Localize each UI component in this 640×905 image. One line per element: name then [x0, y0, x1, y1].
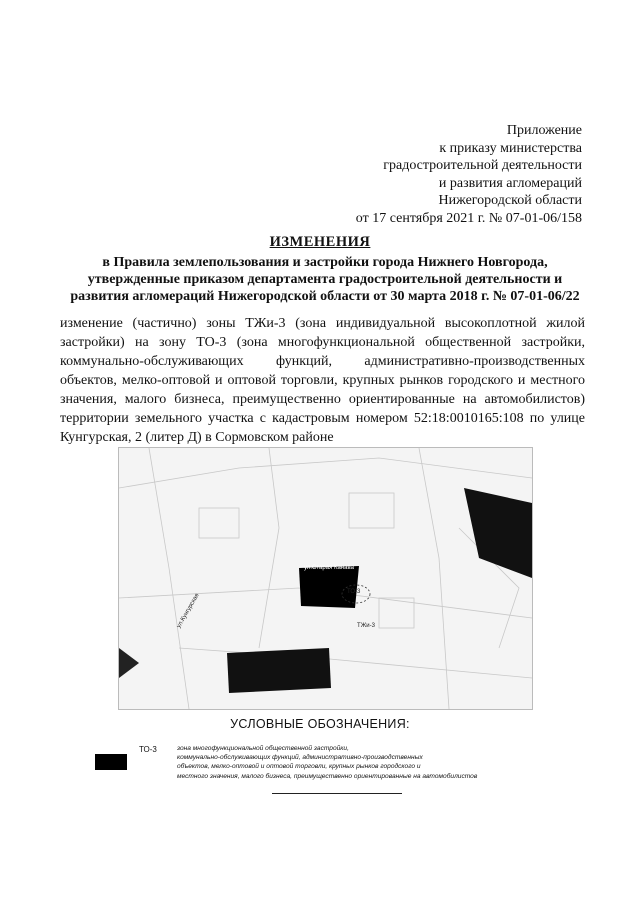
- street-label: ул.Старая Канава: [304, 565, 354, 571]
- subtitle-line: утвержденные приказом департамента градостроительной деятельности и: [87, 272, 563, 287]
- legend-divider: [272, 793, 402, 794]
- appendix-block: [356, 122, 582, 227]
- appendix-line: Нижегородской области: [438, 193, 582, 208]
- zone-to3-area: [299, 566, 359, 608]
- legend-line: местного значения, малого бизнеса, преимущественно ориентированные на автомобилистов: [177, 772, 478, 780]
- appendix-line: к приказу министерства: [439, 140, 582, 156]
- appendix-line: и развития агломераций: [438, 175, 582, 191]
- document-subtitle: [40, 254, 610, 305]
- zoning-map: [118, 447, 533, 710]
- subtitle-line: в Правила землепользования и застройки города Нижнего Новгорода,: [102, 255, 548, 270]
- legend-line: зона многофункциональной общественной застройки,: [177, 745, 349, 752]
- side-street-label: ул.Кунгурская: [176, 592, 201, 630]
- appendix-line: Приложение: [506, 123, 582, 138]
- document-body: изменение (частично) зоны ТЖи-3 (зона индивидуальной высокоплотной жилой застройки) на зону ТО-3 (зона многофункциональной общественной застройки, коммунально-обслуживающих функций, административно-производственных объектов, мелко-оптовой и оптовой торговли, крупных рынков городского и местного значения, малого бизнеса, преимущественно ориентированные на автомобилистов) территории земельного участка с кадастровым номером 52:18:0010165:108 по улице Кунгурская, 2 (литер Д) в Сормовском районе: [60, 316, 585, 445]
- legend-swatch: [95, 754, 127, 770]
- legend-line: объектов, мелко-оптовой и оптовой торговли, крупных рынков городского и: [177, 763, 421, 771]
- map-drawing: [119, 448, 532, 709]
- document-title: ИЗМЕНЕНИЯ: [269, 234, 371, 250]
- legend-line: коммунально-обслуживающих функций, административно-производственных: [177, 754, 423, 762]
- legend-title: УСЛОВНЫЕ ОБОЗНАЧЕНИЯ:: [230, 717, 410, 731]
- legend-code: ТО-3: [139, 745, 157, 754]
- zone-tzh3-label: ТЖи-3: [357, 623, 375, 629]
- appendix-line: от 17 сентября 2021 г. № 07-01-06/158: [355, 210, 582, 226]
- zone-to3-label: ТО-3: [347, 589, 361, 595]
- subtitle-line: развития агломераций Нижегородской области от 30 марта 2018 г. № 07-01-06/22: [70, 289, 580, 304]
- appendix-line: градостроительной деятельности: [383, 158, 582, 173]
- legend-description: [177, 744, 517, 781]
